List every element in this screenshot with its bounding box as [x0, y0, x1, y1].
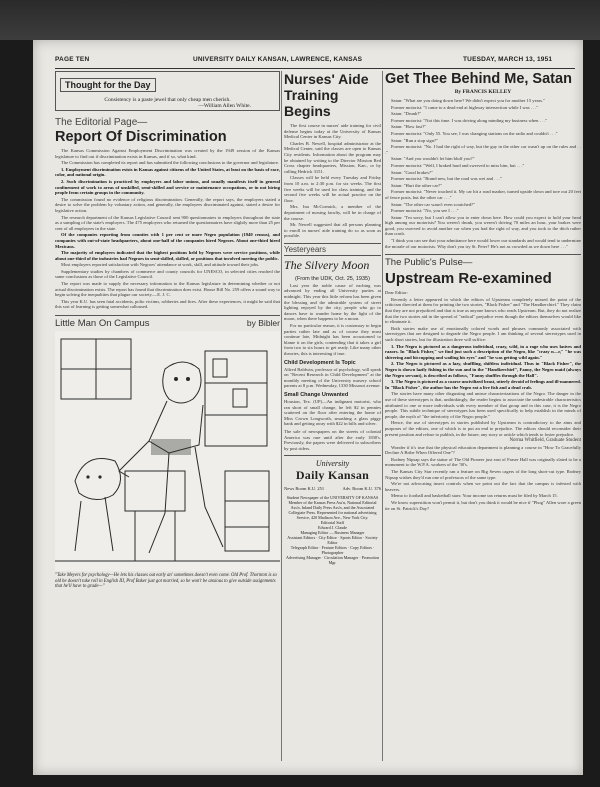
masthead-line: Telegraph Editor · Feature Editors · Copy Editors · Photographer	[290, 544, 375, 555]
yesteryears-dateline: (From the UDK, Oct. 25, 1935)	[295, 275, 370, 282]
nurses-paragraph: Charles B. Newell, hospital administrator at the Medical Center, said the classes are open to Kansas City residents. Information about the program may be obtained by writing to the Director Mission Red Cross chapter headquarters, Mission, Kan., or by calling Hedrick 3151.	[284, 140, 381, 174]
cartoon-caption: "Take Meyers for psychology—He lets his classes out early an' sometimes doesn't even come. Old Prof. Thornton is so old he doesn't take roll in English III, Prof Baker just got married, so he won't be anxious to give outside assignments that he'll have to grade—"	[55, 573, 277, 590]
satan-line: Former motorist: "Not this time. I was driving along minding my business when . . ."	[391, 117, 548, 123]
adv-room: Adv. Room K.U. 376	[342, 486, 381, 492]
cartoon-illustration	[55, 331, 280, 571]
pulse-label: The Public's Pulse—	[385, 254, 581, 268]
cartoon-header	[55, 315, 280, 329]
cartoon-title: Little Man On Campus	[55, 318, 150, 330]
satan-body	[385, 98, 581, 249]
satan-line: "I think you can see that your admittance here would lower our standards and would tend to undermine the morale of our motorists. Why don't you try St. Peter? He's not as crowded as we down here . . ."	[385, 238, 581, 249]
satan-line: Former motorist: "No. I had the right of way, but the guy in the other car wasn't up on the rules and . . ."	[385, 144, 581, 155]
satan-headline: Get Thee Behind Me, Satan	[385, 71, 572, 87]
editorial-paragraph: This year K.U. has seen fatal accidents, polio victims, robberies and fires. After these experiences, it might be said that this sort of learning is getting somewhat calloused.	[55, 298, 280, 310]
pulse-paragraph: 2. The Negro is pictured as a lazy, shuffling, shiftless individual. Thus in "Black Fisher", the Negro is shown lazily fishing in the sun and in the "Handkerchief", Fanny, the Negro maid (always the Negro servant), is described as follows, "Fanny shuffles through the Hall".	[385, 361, 581, 378]
satan-line: Satan: "Run a stop sign?"	[391, 137, 438, 143]
nurses-paragraph: Mrs. Ina McCormick, a member of the department of nursing faculty, will be in charge of the course.	[284, 204, 381, 221]
satan-line: Satan: "Drunk?"	[391, 111, 422, 117]
masthead-line: Assistant Editors · City Editor · Sports Editor · Society Editor	[287, 534, 378, 545]
thought-attribution: —William Allen White.	[198, 103, 251, 109]
satan-line: Former motorist: "Brand new, but the road was wet and . . ."	[391, 176, 502, 182]
page-label: PAGE TEN	[55, 56, 90, 63]
editorial-paragraph: The majority of employers indicated that the highest positions held by Negroes were service positions, while about one-third of the industries had Negroes in semi-skilled, skilled, or positions that involved meeting the public.	[55, 250, 280, 261]
newspaper-page	[33, 40, 583, 775]
date-line: TUESDAY, MARCH 13, 1951	[463, 56, 553, 63]
pulse-paragraph: Recently a letter appeared in which the editors of Upstream completely missed the point of the criticism directed at them for printing the two stories, "Black Fisher" and "The Handkerchief." They claim that they are not prejudiced and that is true as anyone knows who reads Upstream. But, they do not realize that the two stories aid in the spread of "radical" prejudice even though the editors themselves would like to eliminate it.	[385, 296, 581, 325]
right-column	[385, 71, 581, 512]
nurses-headline: Nurses' Aide Training Begins	[284, 71, 369, 119]
satan-line: Satan: "Hurt the other car?"	[391, 182, 442, 188]
pulse-paragraph: 1. The Negro is pictured as a dangerous individual, crazy, wild, in a rage who uses knives and razors. In "Black Fisher," we find just such a description of the Negro, like "crazy n—r," "he was shivering and hiccupping and wailing his eyes" and "he was getting wild again."	[385, 343, 581, 360]
pulse-paragraph: The stories have many other disgusting and untrue characterizations of the Negro. The danger in the use of these stereotypes is that, unthinkingly, the reader begins to associate the undesirable characteristics attributed to one or more individuals with every member of that group and in this case, it is the Negro people. This subtle technique of stereotypes has been used specifically to help establish in the minds of people, the myth of "the inferiority of the Negro people."	[385, 391, 581, 419]
cartoon-byline: by Bibler	[246, 318, 280, 329]
pulse-paragraph: We're not advocating insect controls when we point out the fact that the campus is infested with beavers.	[385, 481, 581, 492]
satan-line: Satan: "How fast?"	[391, 124, 427, 130]
yesteryears-headline: The Silvery Moon	[284, 257, 370, 272]
pulse-paragraph: The Kansas City Star recently ran a feature on Big Seven cagers of the long short-cut type. Rodney Nipsap wishes they'd run one of professors of the same type.	[385, 469, 581, 480]
editorial-paragraph: The report was made to supply the necessary information to the Kansas legislature in determining whether or not actual discrimination exists. The report has found that discrimination does exist. House Bill No. 259 offers a sound way to begin solving the inequalities that plague our society.—E. J. C.	[55, 281, 280, 298]
yesteryears-paragraph: For no particular reason, it is customary to begin parties rather late and as of course they must continue late, Midnight has been accustomed to blame it on the girls, contending that it takes a girl from two to six hours to get ready. Like many other theories, this is interesting if true.	[284, 323, 381, 356]
editorial-label: The Editorial Page—	[55, 117, 148, 128]
pulse-paragraph: Memo to football and basketball stars: Your income tax returns must be filed by March 15.	[391, 493, 558, 499]
satan-line: Satan: "What are you doing down here? We didn't expect you for another 15 years."	[391, 98, 546, 103]
editorial-paragraph: The research department of the Kansas Legislative Council sent 900 questionnaires to employers throughout the state as a sampling of the state's employers. The 475 employers who returned the questionnaires have slightly more than 25 per cent of all employees in the state.	[55, 214, 280, 231]
satan-line: Former motorist: "I came to a dead end at highway intersection while I was . . ."	[391, 104, 539, 110]
editorial-paragraph: The commission found no evidence of religious discrimination. Generally, the report says, the employers stated a desire to solve the problem by voluntary action, and generally, the employees discriminated against, stated a desire for legislative action.	[55, 196, 280, 213]
masthead-staff	[284, 495, 381, 565]
nurses-paragraph: The first course in nurses' aide training for civil defense begins today at the University of Kansas Medical Center in Kansas City.	[284, 123, 381, 140]
editorial-paragraph: Most employers reported satisfaction with Negroes' attendance at work, skill, and attitude toward their jobs.	[61, 262, 260, 268]
editorial-paragraph: Of the companies reporting from counties with 1 per cent or more Negro population (1940 census), and companies with out-of-state headquarters, about one-half of the companies hired Negroes. About one-third hired Mexicans.	[55, 232, 280, 249]
middle-column	[284, 71, 381, 565]
scan-top-edge	[0, 0, 600, 40]
nurses-paragraph: Classes will be held every Tuesday and Friday from 10 a.m. to 2:30 p.m. for six weeks. The first five weeks will be used for class training, and the second five weeks will be actual practice on the floor.	[284, 175, 381, 203]
thought-box	[55, 71, 280, 111]
editorial-headline: Report Of Discrimination	[55, 129, 227, 145]
pulse-paragraph: Both stories make use of emotionally colored words and phrases commonly associated with stereotypes that are designed to degrade the Negro people. I am thinking of several stereotypes used in such short stories, but for illustration three will suffice:	[385, 325, 581, 342]
pulse-paragraph: Wonder if it's true that the physical education department is planning a course in "How To Gracefully Decline A Bribe When Offered One"?	[385, 444, 581, 456]
pulse-paragraph: We know superstition won't permit it, but don't you think it would be nice if "Phog" Allen wore a green tie on St. Patrick's Day?	[385, 500, 581, 511]
masthead-line: Editorial Staff	[320, 519, 345, 525]
letter-signature: Norma Whitfield, Graduate Student	[509, 438, 581, 444]
masthead-line: Edward J. Claude	[318, 524, 347, 530]
satan-line: Satan: "The other car wasn't even scratched?"	[391, 201, 475, 207]
pulse-headline: Upstream Re-examined	[385, 270, 552, 288]
column-divider	[382, 71, 383, 761]
editorial-paragraph: The Commission has completed its report and has submitted the following conclusions to the governor and legislature.	[61, 160, 280, 166]
editorial-paragraph: 2. Such discrimination is practiced by employers and labor unions, and usually manifests itself in general confinement of work to areas of unskilled, semi-skilled and service or maintenance occupations, or in not hiring people from certain groups in the community.	[55, 178, 280, 196]
pulse-paragraph: Hence, the use of stereotypes in stories published by Upstream is contradictory to the aims and purposes of the editors, one of which is to put an end to prejudice. The editors should reconsider their present position and refuse to publish, in the future, any story or article which tends to foster prejudice.	[385, 420, 581, 437]
satan-line: Former motorist: "No, you see I . . ."	[391, 208, 459, 214]
paper-line: UNIVERSITY DAILY KANSAN, LAWRENCE, KANSAS	[193, 56, 363, 63]
column-divider	[281, 71, 282, 761]
masthead-line: Advertising Manager · Circulation Manager · Promotion Mgr.	[286, 554, 379, 565]
news-room: News Room K.U. 251	[284, 486, 325, 492]
masthead-line: Member of the Kansas Press Ass'n, National Editorial Ass'n, Inland Daily Press Ass'n, and the Associated Collegiate Press. Represented for national advertising Service, 420 Madison Ave., New York City.	[288, 499, 377, 520]
satan-byline: By FRANCIS KELLEY	[454, 89, 512, 95]
masthead-line: Managing Editor — Business Manager	[300, 529, 365, 535]
satan-line: Former motorist: "Never touched it. My car hit a road marker, turned upside down and tore out 20 feet of fence posts, but the other car . . ."	[385, 189, 581, 200]
child-body: Alfred Baldwin, professor of psychology, will speak on "Recent Research in Child Development" at the monthly meeting of the University nursery school parents at 8 p.m. Wednesday, 1330 Missouri avenue.	[284, 366, 381, 389]
change-headline: Small Change Unwanted	[284, 391, 349, 398]
nurses-body	[284, 123, 381, 239]
nurses-paragraph: Mr. Newell suggested that all persons planning to enroll in nurses' aide training do so as soon as possible.	[284, 222, 381, 239]
thought-text: Consistency is a paste jewel that only cheap men cherish.	[104, 97, 231, 103]
left-column	[55, 71, 280, 590]
satan-line: Satan: "Good brakes?"	[391, 169, 433, 175]
pulse-paragraph: Rodney Nipsap says the statue of The Old Pioneer just east of Fraser Hall was originally slated to be a monument to the W.P.A. workers of the '30's.	[385, 456, 581, 468]
editorial-paragraph: 1. Employment discrimination exists in Kansas against citizens of the United States, at least on the basis of race, color, and national origin.	[55, 166, 280, 178]
news-filler: The sale of newspapers on the streets of colonial America was rare until after the early 1830's. Previously, the papers were delivered to subscribers by post riders.	[284, 428, 381, 451]
satan-line: Satan: "And you wouldn't let him bluff you?"	[391, 156, 475, 162]
header-rule	[55, 68, 575, 69]
pulse-salutation: Dear Editor:	[385, 290, 408, 296]
masthead-name: Daily Kansan	[295, 468, 370, 483]
thought-title: Thought for the Day	[60, 78, 156, 92]
yesteryears-label: Yesteryears	[284, 243, 381, 256]
pulse-paragraph: 3. The Negro is pictured as a coarse uncivilized beast, utterly devoid of feelings and ill-mannered. In "Black Fisher", the author has the Negro eat a live fish and a dead crab.	[385, 379, 581, 390]
pulse-body	[385, 290, 581, 511]
child-headline: Child Development Is Topic	[284, 359, 356, 366]
cartoon-drawing	[55, 331, 280, 571]
editorial-paragraph: The Kansas Commission Against Employment Discrimination was created by the 1949 session of the Kansas legislature to find out if discrimination exists in Kansas, and if so, what kind.	[55, 148, 280, 159]
masthead-university: University	[315, 459, 350, 469]
masthead	[284, 455, 381, 564]
page-header	[33, 56, 583, 68]
change-body: Houston, Tex. (UP)—An indignant motorist, who ran short of small change, he left $2 in pennies scattered on the floor after entering the home of Miss Crown Longworth, smashing a glass piggy bank and getting away with $22 in bills and silver.	[284, 398, 381, 427]
satan-line: Former motorist: "Well, I braked hard and swerved to miss him, but . . ."	[391, 162, 525, 168]
editorial-body	[55, 148, 280, 310]
yesteryears-body	[284, 283, 381, 357]
masthead-meta	[284, 486, 381, 491]
satan-line: Satan: "I'm sorry, but I can't allow you to enter down here. How could you expect to hold your head high among our motorists? You weren't drunk, you weren't driving 70 miles an hour, your brakes were good, you swerved to avoid another car when you had the right of way, and you took to the ditch rather than crash.	[385, 214, 581, 237]
editorial-paragraph: Supplementary studies by chambers of commerce and county councils for UNESCO, in selected cities reached the same conclusions as those of the Legislative Council.	[55, 268, 280, 280]
yesteryears-paragraph: Last year the noble cause of eaching was advanced by ending all University parties at midnight. This year this little reform has been given the blessing and the admirable system of street lighting enjoyed by the city, people who go to dances have to wander home by the light of the moon, when there happens to be a moon.	[284, 282, 381, 322]
satan-line: Former motorist: "Only 55. You see, I was changing stations on the radio and couldn't . . ."	[391, 130, 558, 136]
masthead-line: Student Newspaper of the UNIVERSITY OF KANSAS	[286, 494, 379, 500]
